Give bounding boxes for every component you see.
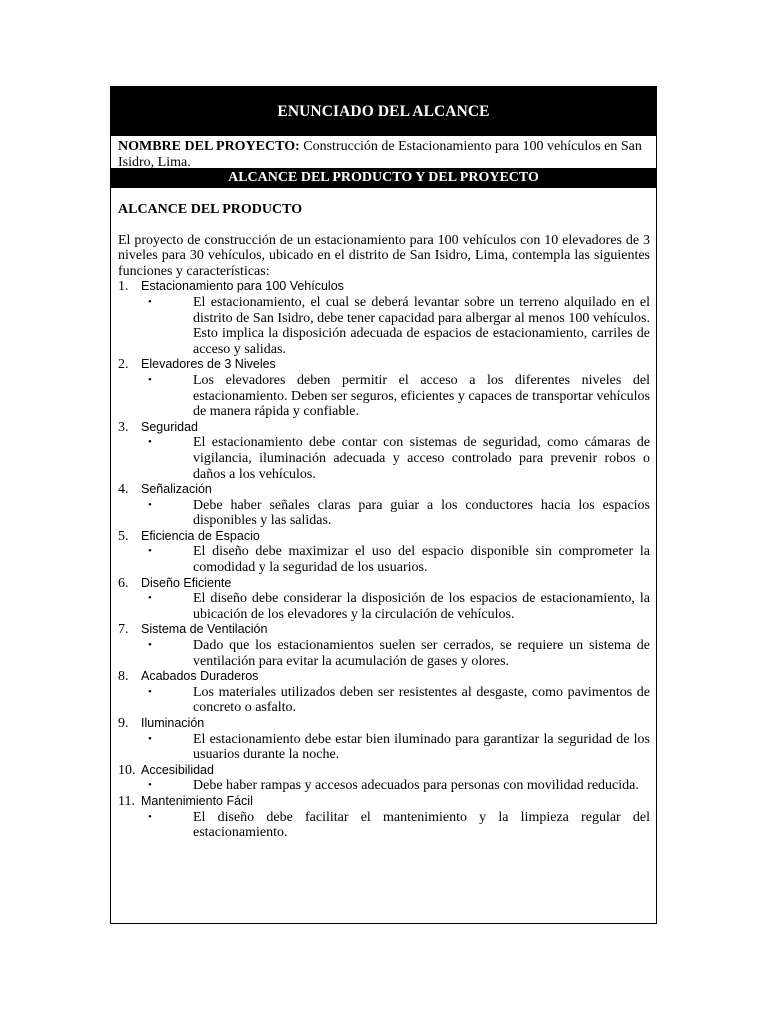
item-label: Acabados Duraderos: [141, 669, 259, 684]
list-item: [118, 482, 650, 529]
item-bullet: [118, 544, 650, 575]
bullet-icon: •: [148, 498, 152, 511]
item-description: El estacionamiento debe contar con sistemas de seguridad, como cámaras de vigilancia, iluminación adecuada y acceso controlado para prevenir robos o daños a los vehículos.: [193, 435, 650, 482]
item-number: 7.: [118, 622, 129, 638]
item-description: El diseño debe facilitar el mantenimiento y la limpieza regular del estacionamiento.: [193, 809, 650, 841]
item-label: Seguridad: [141, 419, 198, 434]
item-description: El diseño debe maximizar el uso del espacio disponible sin comprometer la comodidad y la seguridad de los usuarios.: [193, 544, 650, 576]
bullet-icon: •: [148, 295, 152, 308]
document-body: [111, 188, 656, 841]
item-label: Diseño Eficiente: [141, 575, 232, 590]
item-bullet: [118, 778, 650, 794]
item-number: 1.: [118, 279, 129, 295]
item-bullet: [118, 498, 650, 529]
bullet-icon: •: [148, 639, 152, 652]
item-label: Iluminación: [141, 716, 205, 730]
item-bullet: [118, 373, 650, 420]
item-number: 2.: [118, 357, 129, 373]
item-number: 11.: [118, 793, 135, 809]
scope-item-list: [118, 279, 650, 840]
list-item: [118, 529, 650, 576]
scope-statement-document: [110, 86, 657, 924]
bullet-icon: •: [148, 592, 152, 605]
item-number: 6.: [118, 575, 129, 591]
item-title: [118, 279, 650, 295]
item-bullet: [118, 638, 650, 669]
item-description: Dado que los estacionamientos suelen ser cerrados, se requiere un sistema de ventilación para evitar la acumulación de gases y olores.: [193, 638, 650, 669]
item-number: 9.: [118, 716, 129, 731]
document-title: ENUNCIADO DEL ALCANCE: [111, 87, 656, 136]
item-label: Sistema de Ventilación: [141, 622, 268, 637]
item-bullet: [118, 435, 650, 482]
item-description: El diseño debe considerar la disposición de los espacios de estacionamiento, la ubicación de los elevadores y la circulación de vehículos.: [193, 591, 650, 622]
item-bullet: [118, 685, 650, 716]
bullet-icon: •: [148, 779, 152, 792]
list-item: [118, 763, 650, 794]
item-number: 5.: [118, 528, 129, 544]
item-label: Elevadores de 3 Niveles: [141, 357, 276, 372]
bullet-icon: •: [148, 732, 152, 745]
item-description: Debe haber rampas y accesos adecuados para personas con movilidad reducida.: [193, 778, 639, 794]
item-title: [118, 576, 650, 592]
item-bullet: [118, 295, 650, 357]
list-item: [118, 576, 650, 623]
item-title: [118, 529, 650, 545]
intro-paragraph: El proyecto de construcción de un estacionamiento para 100 vehículos con 10 elevadores de 3 niveles para 30 vehículos, ubicado en el distrito de San Isidro, Lima, contempla las siguientes funciones y características:: [118, 232, 650, 279]
item-label: Estacionamiento para 100 Vehículos: [141, 279, 344, 294]
bullet-icon: •: [148, 436, 152, 449]
item-label: Mantenimiento Fácil: [141, 793, 253, 808]
item-title: [118, 669, 650, 685]
item-description: Debe haber señales claras para guiar a los conductores hacia los espacios disponibles y las salidas.: [193, 497, 650, 529]
item-number: 10.: [118, 762, 136, 778]
project-name-value: Construcción de Estacionamiento para 100 vehículos en San Isidro, Lima.: [118, 139, 642, 170]
item-title: [118, 482, 650, 498]
item-bullet: [118, 732, 650, 763]
project-name-label: NOMBRE DEL PROYECTO:: [118, 139, 300, 154]
item-title: [118, 622, 650, 638]
item-title: [118, 716, 650, 732]
item-number: 8.: [118, 669, 129, 685]
list-item: [118, 794, 650, 841]
bullet-icon: •: [148, 810, 152, 823]
bullet-icon: •: [148, 373, 152, 386]
project-name-row: [111, 136, 656, 168]
item-description: Los elevadores deben permitir el acceso a los diferentes niveles del estacionamiento. Deben ser seguros, eficientes y capaces de transportar vehículos de manera rápida y confiable.: [193, 372, 650, 420]
item-description: Los materiales utilizados deben ser resistentes al desgaste, como pavimentos de concreto o asfalto.: [193, 684, 650, 716]
item-number: 3.: [118, 419, 129, 435]
item-label: Accesibilidad: [141, 762, 214, 777]
list-item: [118, 357, 650, 419]
item-bullet: [118, 591, 650, 622]
item-description: El estacionamiento, el cual se deberá levantar sobre un terreno alquilado en el distrito de San Isidro, debe tener capacidad para albergar al menos 100 vehículos. Esto implica la disposición adecuada de espacios de estacionamiento, carriles de acceso y salidas.: [193, 294, 650, 357]
item-title: [118, 763, 650, 779]
item-number: 4.: [118, 482, 129, 498]
item-label: Señalización: [141, 482, 212, 497]
bullet-icon: •: [148, 545, 152, 558]
list-item: [118, 669, 650, 716]
list-item: [118, 420, 650, 482]
list-item: [118, 279, 650, 357]
bullet-icon: •: [148, 685, 152, 698]
item-description: El estacionamiento debe estar bien iluminado para garantizar la seguridad de los usuarios durante la noche.: [193, 731, 650, 763]
list-item: [118, 622, 650, 669]
item-title: [118, 357, 650, 373]
item-title: [118, 794, 650, 810]
item-title: [118, 420, 650, 436]
list-item: [118, 716, 650, 763]
item-bullet: [118, 810, 650, 841]
product-scope-heading: ALCANCE DEL PRODUCTO: [118, 202, 303, 217]
section-header: ALCANCE DEL PRODUCTO Y DEL PROYECTO: [111, 168, 656, 188]
item-label: Eficiencia de Espacio: [141, 528, 260, 543]
